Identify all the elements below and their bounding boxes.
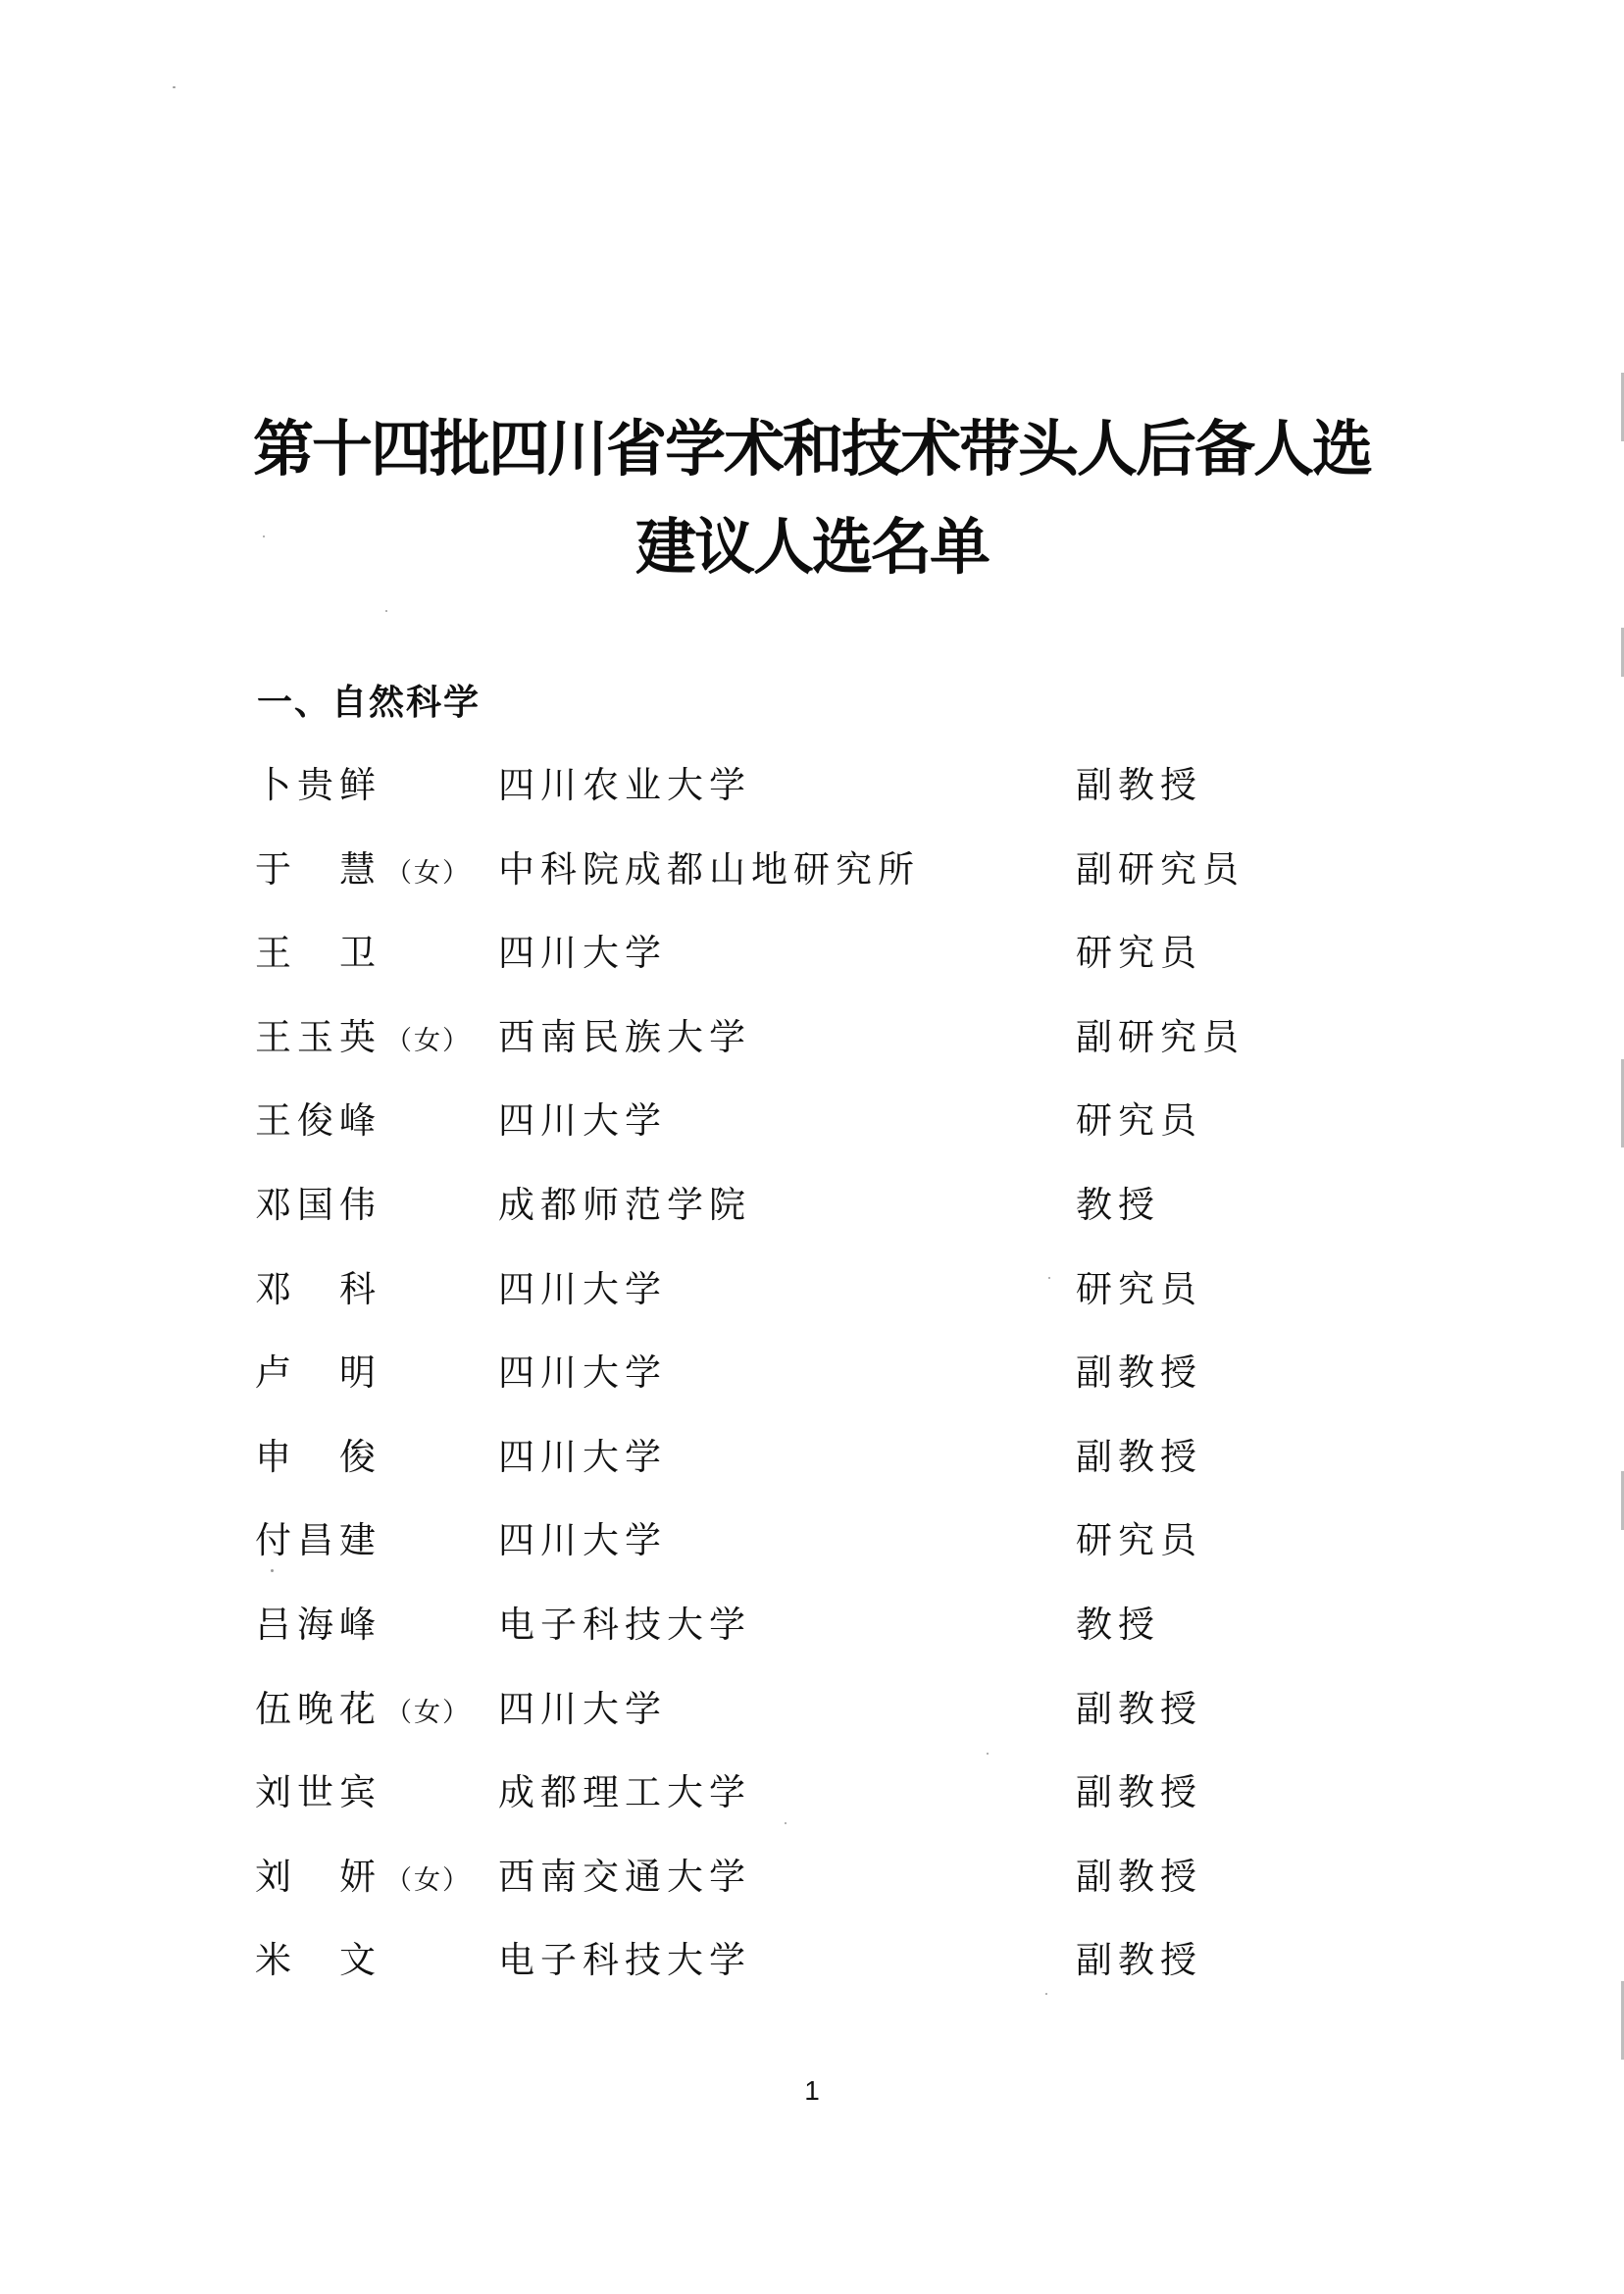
candidate-organization: 四川大学 [498,1351,667,1395]
candidate-name [255,840,471,892]
scan-speck [263,535,265,537]
candidate-name [255,923,381,976]
candidate-title: 教授 [1076,1183,1160,1226]
candidate-name-text: 伍晚花 [255,1687,381,1730]
candidate-row [0,1259,1624,1344]
candidate-organization: 中科院成都山地研究所 [498,847,920,891]
candidate-row [0,1427,1624,1511]
candidate-title: 副教授 [1076,1687,1202,1730]
candidate-organization: 四川大学 [498,1099,667,1143]
candidate-list [0,755,1624,2014]
candidate-row [0,1175,1624,1259]
candidate-title: 研究员 [1076,1099,1202,1143]
candidate-name [255,1762,381,1815]
candidate-title: 教授 [1076,1603,1160,1646]
candidate-name-text: 卢 明 [255,1351,381,1395]
candidate-name-text: 邓国伟 [255,1183,381,1226]
candidate-organization: 西南民族大学 [498,1015,751,1058]
candidate-title: 副研究员 [1076,1015,1244,1058]
candidate-gender: （女） [385,857,471,889]
scan-speck [271,1569,274,1572]
candidate-gender: （女） [385,1025,471,1056]
candidate-name-text: 卜贵鲜 [255,764,381,806]
document-title-line-2: 建议人选名单 [634,511,989,583]
candidate-row [0,923,1624,1007]
candidate-row [0,1343,1624,1427]
candidate-row [0,840,1624,924]
candidate-organization: 四川大学 [498,1519,667,1562]
page-number: 1 [804,2075,820,2106]
scan-speck [173,86,176,88]
candidate-name-text: 于 慧 [255,847,381,891]
candidate-name [255,1343,381,1396]
candidate-row [0,1007,1624,1092]
scan-speck [1045,1993,1047,1995]
candidate-row [0,1930,1624,2014]
candidate-title: 副教授 [1076,1939,1202,1982]
candidate-row [0,755,1624,840]
candidate-name-text: 邓 科 [255,1267,381,1310]
candidate-name [255,1175,381,1228]
candidate-name [255,1427,381,1480]
candidate-organization: 四川大学 [498,1435,667,1478]
candidate-title: 研究员 [1076,1519,1202,1562]
candidate-title: 副教授 [1076,1855,1202,1898]
candidate-name-text: 吕海峰 [255,1603,381,1646]
candidate-name-text: 刘世宾 [255,1771,381,1814]
candidate-name [255,1259,381,1312]
candidate-row [0,1510,1624,1595]
candidate-organization: 四川农业大学 [498,764,751,806]
scan-speck [987,1753,989,1755]
candidate-name [255,1595,381,1648]
document-title-line-1: 第十四批四川省学术和技术带头人后备人选 [252,413,1371,484]
candidate-row [0,1091,1624,1175]
candidate-title: 研究员 [1076,932,1202,975]
scan-speck [785,1822,787,1824]
candidate-organization: 电子科技大学 [498,1603,751,1646]
candidate-row [0,1847,1624,1931]
candidate-name-text: 付昌建 [255,1519,381,1562]
candidate-row [0,1762,1624,1847]
candidate-row [0,1595,1624,1679]
candidate-name [255,1007,471,1060]
candidate-organization: 电子科技大学 [498,1939,751,1982]
candidate-organization: 西南交通大学 [498,1855,751,1898]
candidate-name [255,1510,381,1563]
candidate-gender: （女） [385,1697,471,1728]
candidate-title: 研究员 [1076,1267,1202,1310]
candidate-name [255,1679,471,1732]
candidate-name [255,1091,381,1144]
candidate-title: 副教授 [1076,1351,1202,1395]
candidate-title: 副教授 [1076,1771,1202,1814]
candidate-name-text: 王玉英 [255,1015,381,1058]
candidate-name [255,755,381,808]
candidate-name-text: 申 俊 [255,1435,381,1478]
candidate-title: 副教授 [1076,1435,1202,1478]
candidate-name-text: 王 卫 [255,932,381,975]
candidate-organization: 四川大学 [498,1267,667,1310]
candidate-organization: 四川大学 [498,1687,667,1730]
candidate-name-text: 王俊峰 [255,1099,381,1143]
candidate-organization: 成都师范学院 [498,1183,751,1226]
candidate-name [255,1847,471,1900]
candidate-name-text: 米 文 [255,1939,381,1982]
scan-speck [1048,1277,1050,1279]
candidate-title: 副教授 [1076,764,1202,806]
candidate-title: 副研究员 [1076,847,1244,891]
candidate-organization: 四川大学 [498,932,667,975]
candidate-name [255,1930,381,1983]
candidate-organization: 成都理工大学 [498,1771,751,1814]
scan-speck [385,610,387,612]
candidate-name-text: 刘 妍 [255,1855,381,1898]
section-heading: 一、自然科学 [257,683,482,723]
candidate-row [0,1679,1624,1763]
candidate-gender: （女） [385,1864,471,1896]
